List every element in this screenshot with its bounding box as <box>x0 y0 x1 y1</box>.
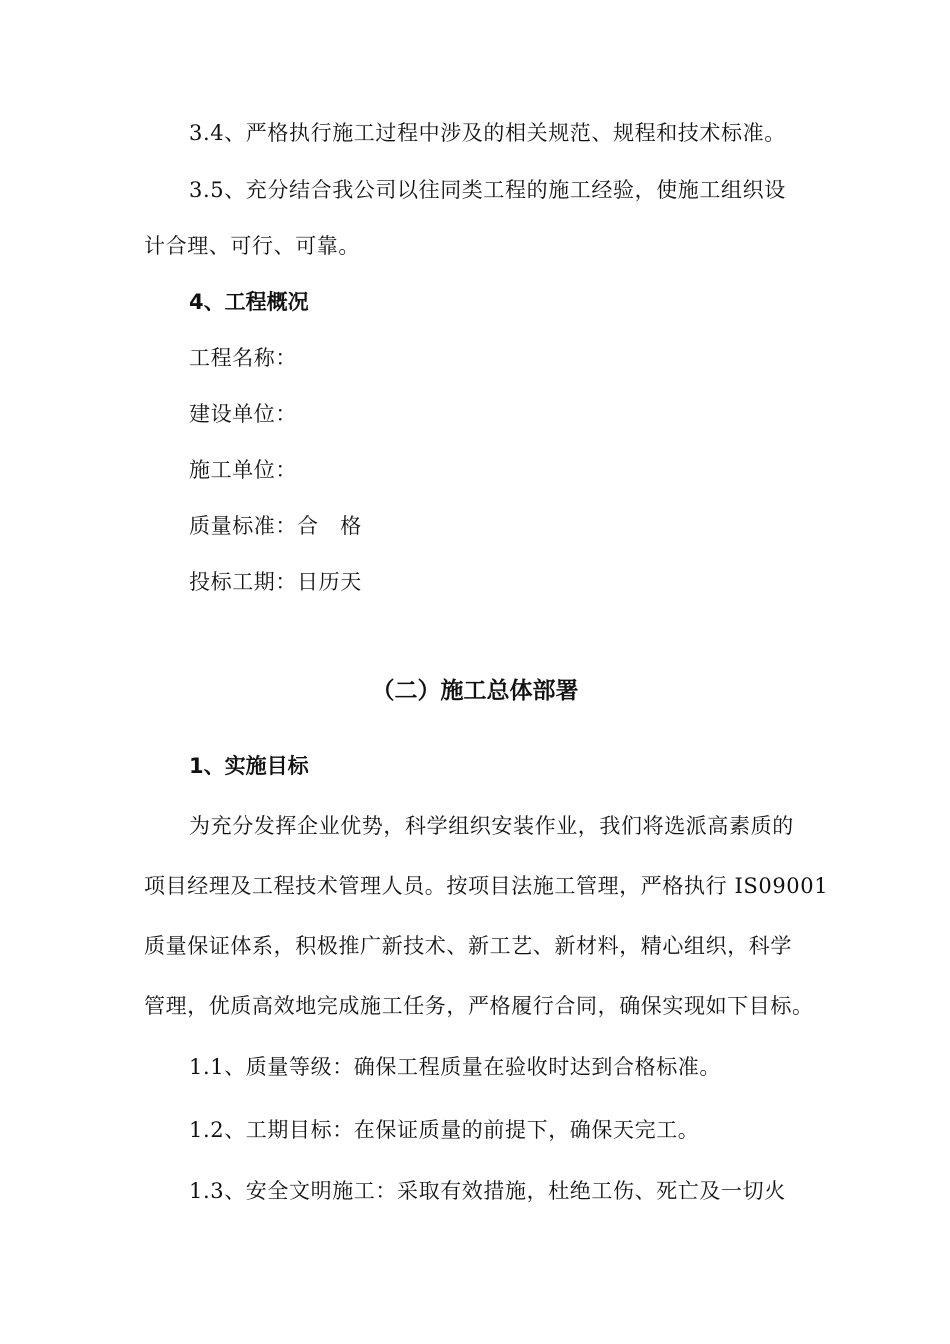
goal-1-1-quality: 1.1、质量等级：确保工程质量在验收时达到合格标准。 <box>189 1055 721 1079</box>
intro-line-2: 项目经理及工程技术管理人员。按项目法施工管理，严格执行 IS09001 <box>144 874 829 898</box>
intro-line-4: 管理，优质高效地完成施工任务，严格履行合同，确保实现如下目标。 <box>144 994 814 1018</box>
paragraph-3-5-line-2: 计合理、可行、可靠。 <box>144 234 360 258</box>
field-contractor: 施工单位： <box>189 458 297 482</box>
field-project-name: 工程名称： <box>189 346 297 370</box>
goal-1-3-safety: 1.3、安全文明施工：采取有效措施，杜绝工伤、死亡及一切火 <box>189 1179 786 1203</box>
section-title-overall-deployment: （二）施工总体部署 <box>371 678 579 704</box>
heading-project-overview: 4、工程概况 <box>189 290 309 314</box>
paragraph-3-4: 3.4、严格执行施工过程中涉及的相关规范、规程和技术标准。 <box>189 121 786 145</box>
field-client: 建设单位： <box>189 402 297 426</box>
heading-implementation-goals: 1、实施目标 <box>189 754 309 778</box>
paragraph-3-5-line-1: 3.5、充分结合我公司以往同类工程的施工经验，使施工组织设 <box>189 178 786 202</box>
intro-line-3: 质量保证体系，积极推广新技术、新工艺、新材料，精心组织，科学 <box>144 934 792 958</box>
goal-1-2-schedule: 1.2、工期目标：在保证质量的前提下，确保天完工。 <box>189 1118 700 1142</box>
intro-line-1: 为充分发挥企业优势，科学组织安装作业，我们将选派高素质的 <box>189 814 794 838</box>
field-quality-standard: 质量标准：合 格 <box>189 514 362 538</box>
field-bid-period: 投标工期：日历天 <box>189 570 362 594</box>
